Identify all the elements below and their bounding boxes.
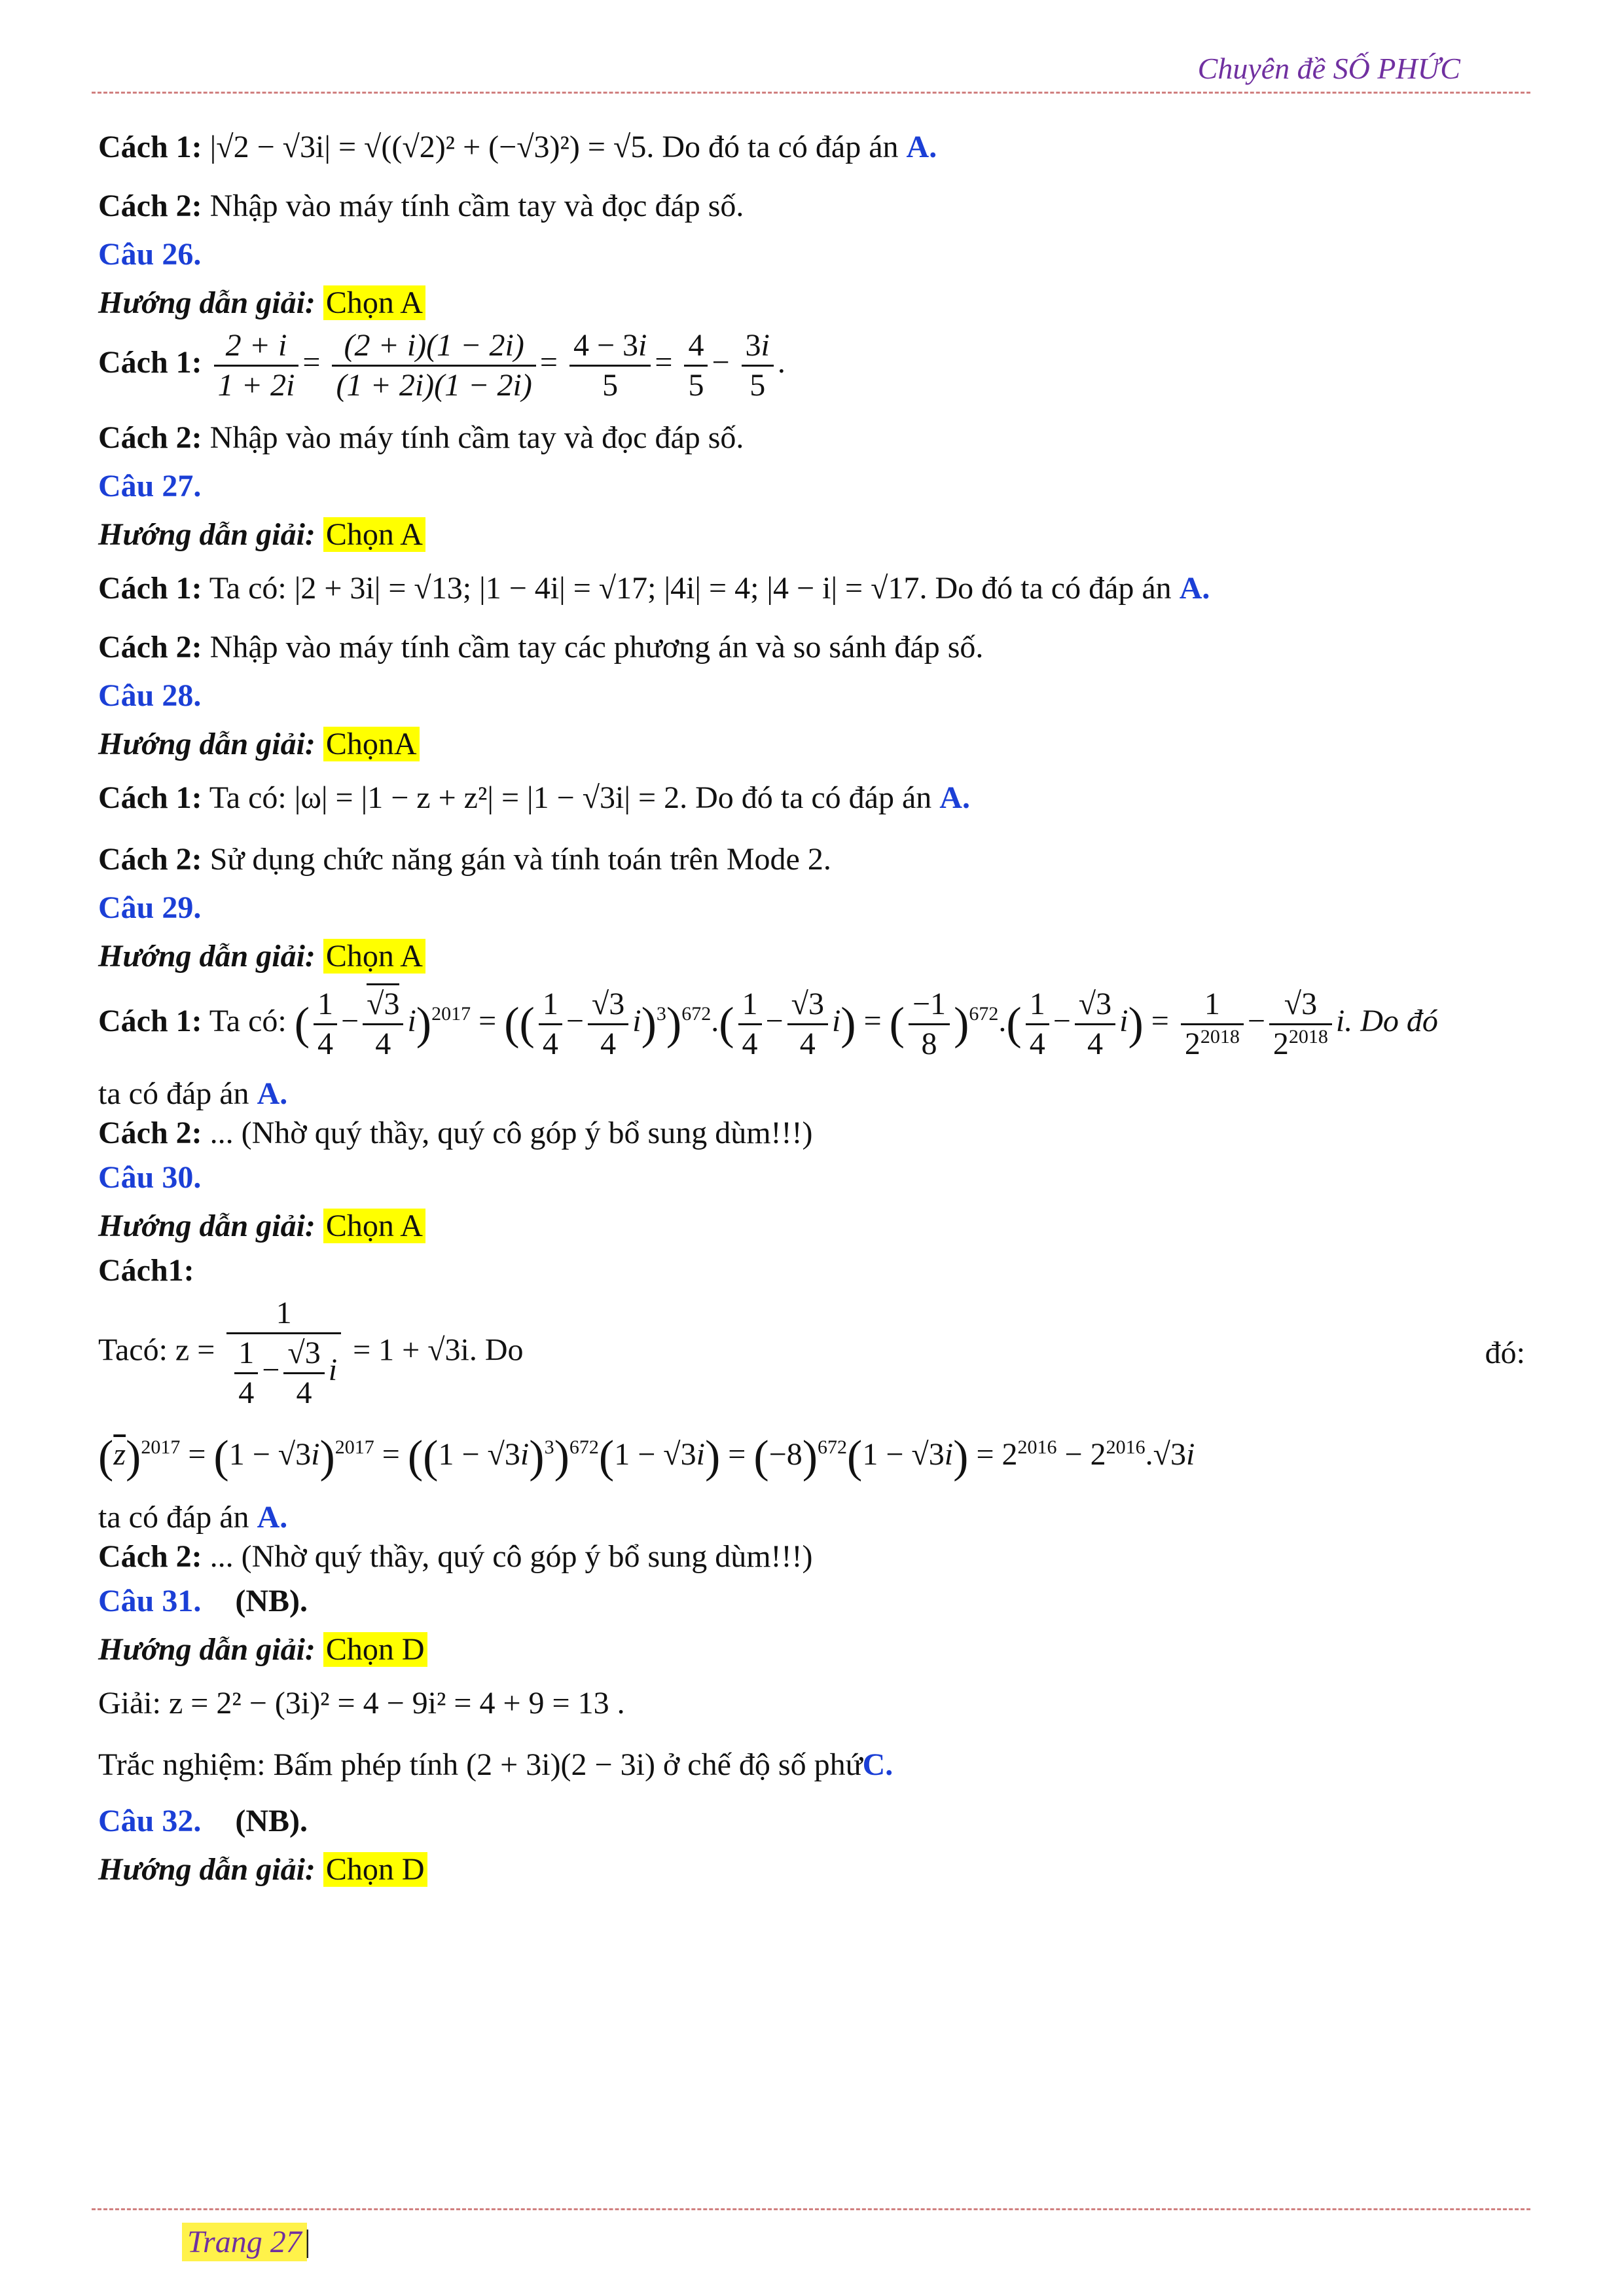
question-28: Câu 28. — [98, 678, 202, 714]
guide-label: Hướng dẫn giải: — [98, 1209, 316, 1244]
q30-derivation — [98, 1294, 1525, 1412]
text: Giải: z = 2² − (3i)² = 4 − 9i² = 4 + 9 = 13 . — [98, 1685, 625, 1721]
fraction: $\frac{4 - 3i}{5}$ — [569, 327, 651, 404]
q26-method2 — [98, 418, 1525, 458]
q27-method2 — [98, 628, 1525, 667]
text: ta có đáp án — [98, 1076, 249, 1112]
fraction: $\frac{4}{5}$ — [684, 327, 708, 404]
choice-highlight: Chọn A — [323, 1209, 425, 1243]
text: ta có đáp án — [98, 1499, 249, 1535]
fraction: $\frac{2 + i}{1 + 2i}$ — [214, 327, 299, 404]
question-32 — [98, 1802, 1525, 1841]
page-number: Trang 27 — [182, 2223, 307, 2261]
fraction: $\frac{3i}{5}$ — [742, 327, 774, 404]
text: ... (Nhờ quý thầy, quý cô góp ý bổ sung dùm!!!) — [209, 1539, 813, 1574]
choice-highlight: Chọn A — [323, 939, 425, 974]
header-rule — [92, 92, 1530, 94]
q27-method1 — [98, 569, 1525, 608]
answer: A. — [906, 130, 937, 164]
answer: A. — [1179, 571, 1210, 606]
answer: A. — [257, 1499, 288, 1535]
q31-test — [98, 1745, 1525, 1785]
formula: |√2 − √3i| = √((√2)² + (−√3)²) = √5 — [209, 130, 647, 164]
method-label: Cách 1: — [98, 780, 202, 816]
method-label: Cách 1: — [98, 1004, 202, 1039]
method-label: Cách 2: — [98, 630, 202, 665]
question-26: Câu 26. — [98, 237, 202, 272]
text: . Do đó ta có đáp án — [646, 130, 899, 164]
q30-method1-label: Cách1: — [98, 1253, 194, 1288]
fraction: $\frac{(2 + i)(1 - 2i)}{(1 + 2i)(1 - 2i)}$ — [332, 327, 535, 404]
text: đó: — [1485, 1335, 1525, 1370]
q27-guide — [98, 515, 1525, 555]
q28-method2 — [98, 840, 1525, 879]
method-label: Cách 2: — [98, 1539, 202, 1574]
q28-guide — [98, 725, 1525, 764]
fraction: $\frac{-1}{8}$ — [909, 985, 950, 1063]
page-content — [98, 115, 1525, 1889]
guide-label: Hướng dẫn giải: — [98, 939, 316, 974]
text: Nhập vào máy tính cầm tay và đọc đáp số. — [209, 420, 744, 456]
method-label: Cách 2: — [98, 189, 202, 223]
q29-guide — [98, 937, 1525, 976]
choice-highlight: Chọn A — [323, 285, 425, 320]
fraction: $\frac{√3}{4}$ — [787, 985, 828, 1063]
fraction: $\frac{1}{2^{2018}}$ — [1181, 985, 1244, 1063]
text: Trắc nghiệm: Bấm phép tính (2 + 3i)(2 − 3i) ở chế độ số phứ — [98, 1747, 863, 1782]
answer: C. — [862, 1747, 893, 1782]
method-label: Cách 1: — [98, 130, 202, 164]
q28-method1 — [98, 778, 1525, 818]
text: Ta có: |ω| = |1 − z + z²| = |1 − √3i| = 2. Do đó ta có đáp án — [209, 780, 932, 816]
question-30: Câu 30. — [98, 1160, 202, 1195]
q30-cont — [98, 1498, 1525, 1537]
method-label: Cách 1: — [98, 571, 202, 606]
q29-method2 — [98, 1114, 1525, 1153]
method-label: Cách 2: — [98, 420, 202, 456]
header-title: Chuyên đề SỐ PHỨC — [1197, 52, 1460, 85]
fraction: $\frac{√3}{2^{2018}}$ — [1269, 985, 1332, 1063]
text: Sử dụng chức năng gán và tính toán trên Mode 2. — [209, 842, 831, 877]
fraction: 1 $\frac{1}{4}$ − $\frac{√3}{4}$ i — [226, 1294, 341, 1412]
c25-method2 — [98, 187, 1525, 226]
choice-highlight: ChọnA — [323, 727, 420, 761]
method-label: Cách 1: — [98, 345, 202, 380]
guide-label: Hướng dẫn giải: — [98, 285, 316, 320]
method-label: Cách 2: — [98, 1116, 202, 1151]
q30-method2 — [98, 1537, 1525, 1576]
fraction: $\frac{1}{4}$ — [314, 985, 337, 1063]
question-number: Câu 32. — [98, 1803, 202, 1838]
choice-highlight: Chọn D — [323, 1852, 427, 1887]
q30-guide — [98, 1207, 1525, 1246]
q29-method1: Cách 1: Ta có: ( $\frac{1}{4}$ − $\frac{√3}{4}$ i)$^{2017}$ = (( $\frac{1}{4}$ − $\frac{√3}{4}$ i)$^3$)$^{672}$.( $\frac{1}{4}$ − $\frac{√3}{4}$ i) = ( $\frac{-1}{8}$ )$^{672}$.( $\frac{1}{4}$ − $\frac{√3}{4}$ i) = $\frac{1}{2^{2018}}$ − $\frac{√3}{2^{2018}}$ i. Do đó — [98, 985, 1525, 1063]
text: Ta có: — [209, 1004, 287, 1039]
q32-guide — [98, 1850, 1525, 1889]
fraction: $\frac{√3}{4}$ — [588, 985, 628, 1063]
fraction: $\frac{1}{4}$ — [1026, 985, 1049, 1063]
q30-power: $(\overline{z})^{2017} = (1 - √3i)^{2017} = ((1 - √3i)^3)^{672}(1 - √3i) = (-8)^{672}(1 - √3i) = 2^{2016} - 2^{2016}.√3i$ — [98, 1432, 1195, 1483]
question-31 — [98, 1582, 1525, 1621]
level-badge: (NB). — [235, 1583, 308, 1618]
text: i. Do đó — [1335, 1004, 1438, 1039]
choice-highlight: Chọn D — [323, 1632, 427, 1667]
footer-rule — [92, 2208, 1530, 2210]
level-badge: (NB). — [235, 1803, 308, 1838]
q31-guide — [98, 1630, 1525, 1669]
q31-solution — [98, 1684, 1525, 1723]
question-27: Câu 27. — [98, 469, 202, 504]
c25-method1 — [98, 128, 1525, 167]
guide-label: Hướng dẫn giải: — [98, 517, 316, 553]
guide-label: Hướng dẫn giải: — [98, 1851, 316, 1887]
q26-guide — [98, 283, 1525, 323]
text: Tacó: z = — [98, 1332, 215, 1368]
fraction: $\frac{√3}{4}$ — [1075, 985, 1115, 1063]
text: = 1 + √3i. Do — [353, 1332, 524, 1368]
method-label: Cách 2: — [98, 842, 202, 877]
text: ... (Nhờ quý thầy, quý cô góp ý bổ sung dùm!!!) — [209, 1116, 813, 1151]
text: Nhập vào máy tính cầm tay các phương án và so sánh đáp số. — [209, 630, 984, 665]
fraction: $\frac{1}{4}$ — [539, 985, 562, 1063]
q29-cont — [98, 1074, 1525, 1114]
text: Ta có: |2 + 3i| = √13; |1 − 4i| = √17; |4i| = 4; |4 − i| = √17. Do đó ta có đáp án — [209, 571, 1172, 606]
question-number: Câu 31. — [98, 1583, 202, 1618]
footer-bar: | — [304, 2224, 311, 2259]
text: Nhập vào máy tính cầm tay và đọc đáp số. — [209, 189, 744, 223]
guide-label: Hướng dẫn giải: — [98, 1631, 316, 1667]
fraction: $\frac{√3}{4}$ — [363, 985, 403, 1063]
answer: A. — [257, 1076, 288, 1112]
question-29: Câu 29. — [98, 890, 202, 926]
guide-label: Hướng dẫn giải: — [98, 727, 316, 762]
choice-highlight: Chọn A — [323, 517, 425, 552]
answer: A. — [939, 780, 970, 816]
fraction: $\frac{1}{4}$ — [738, 985, 762, 1063]
q26-method1: Cách 1: $\frac{2 + i}{1 + 2i}$ = $\frac{(2 + i)(1 - 2i)}{(1 + 2i)(1 - 2i)}$ = $\frac{4 - 3i}{5}$ = $\frac{4}{5}$ − $\frac{3i}{5}$ . — [98, 327, 1525, 404]
